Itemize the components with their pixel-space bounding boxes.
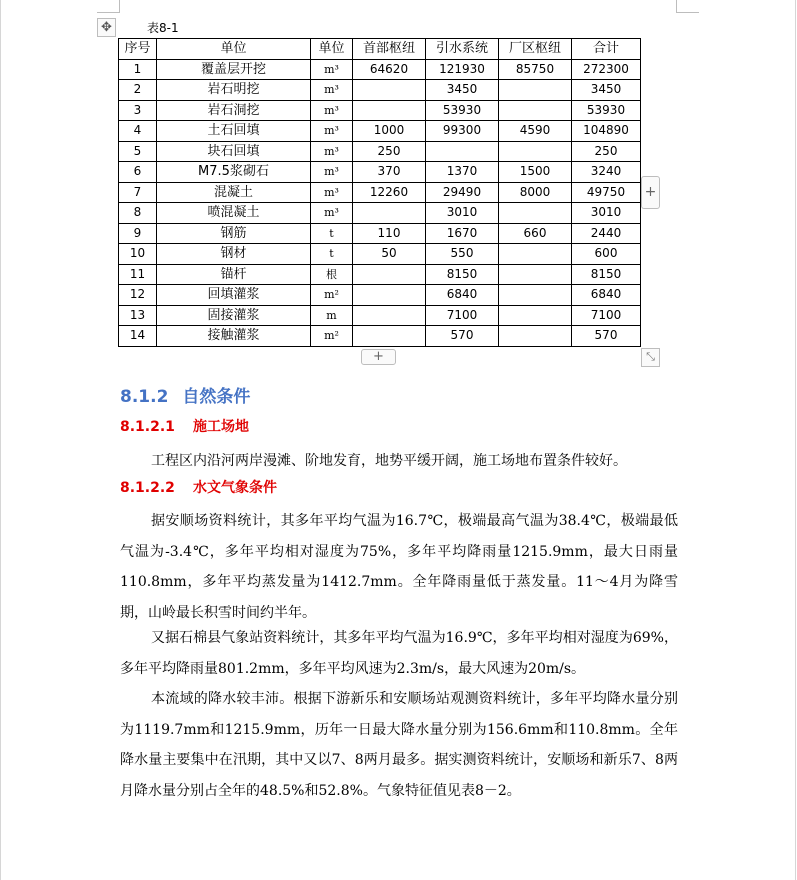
table-cell[interactable] xyxy=(353,264,426,285)
table-row xyxy=(119,59,641,80)
table-cell[interactable] xyxy=(353,80,426,101)
table-cell[interactable]: 1370 xyxy=(426,162,499,183)
table-cell[interactable]: 13 xyxy=(119,305,157,326)
table-cell[interactable]: 6 xyxy=(119,162,157,183)
add-column-button[interactable] xyxy=(641,176,660,209)
table-cell[interactable]: 250 xyxy=(572,141,641,162)
table-cell[interactable]: 岩石洞挖 xyxy=(157,100,311,121)
table-cell[interactable] xyxy=(499,244,572,265)
table-cell[interactable]: 570 xyxy=(572,326,641,347)
table-cell[interactable]: 回填灌浆 xyxy=(157,285,311,306)
table-cell[interactable]: 覆盖层开挖 xyxy=(157,59,311,80)
table-cell[interactable]: 3450 xyxy=(572,80,641,101)
table-cell[interactable]: 9 xyxy=(119,223,157,244)
table-cell[interactable]: 8000 xyxy=(499,182,572,203)
table-cell[interactable]: 根 xyxy=(311,264,353,285)
table-cell[interactable]: 8 xyxy=(119,203,157,224)
table-cell[interactable]: 6840 xyxy=(572,285,641,306)
table-cell[interactable]: 2440 xyxy=(572,223,641,244)
section-title: 自然条件 xyxy=(182,387,251,407)
table-cell[interactable]: m² xyxy=(311,285,353,306)
resize-icon: ⤡ xyxy=(646,350,655,363)
table-cell[interactable] xyxy=(353,305,426,326)
table-cell[interactable]: 2 xyxy=(119,80,157,101)
section-number: 8.1.2 xyxy=(120,387,169,407)
subsection-number: 8.1.2.1 xyxy=(120,419,175,435)
table-cell[interactable]: 110 xyxy=(353,223,426,244)
table-cell[interactable]: 6840 xyxy=(426,285,499,306)
table-cell[interactable] xyxy=(499,100,572,121)
table-cell[interactable]: 250 xyxy=(353,141,426,162)
paragraph-shimian: 又据石棉县气象站资料统计，其多年平均气温为16.9℃，多年平均相对湿度为69%，多年平均降雨量801.2mm，多年平均风速为2.3m/s，最大风速为20m/s。 xyxy=(120,630,678,677)
page-edge-right xyxy=(795,0,796,880)
table-cell[interactable]: 12 xyxy=(119,285,157,306)
table-cell[interactable]: 7 xyxy=(119,182,157,203)
table-cell[interactable]: 5 xyxy=(119,141,157,162)
table-row xyxy=(119,223,641,244)
table-cell[interactable]: 64620 xyxy=(353,59,426,80)
table-cell[interactable] xyxy=(499,264,572,285)
table-cell[interactable] xyxy=(426,141,499,162)
table-cell[interactable]: 喷混凝土 xyxy=(157,203,311,224)
table-cell[interactable]: 85750 xyxy=(499,59,572,80)
table-cell[interactable]: M7.5浆砌石 xyxy=(157,162,311,183)
section-heading xyxy=(120,382,250,407)
table-row xyxy=(119,141,641,162)
table-cell[interactable]: 11 xyxy=(119,264,157,285)
table-cell[interactable] xyxy=(499,141,572,162)
table-cell[interactable]: 3240 xyxy=(572,162,641,183)
table-cell[interactable]: m³ xyxy=(311,100,353,121)
table-row xyxy=(119,162,641,183)
table-cell[interactable]: 3010 xyxy=(572,203,641,224)
table-cell[interactable]: 锚杆 xyxy=(157,264,311,285)
page-edge-left xyxy=(0,0,1,880)
table-row xyxy=(119,80,641,101)
table-cell[interactable] xyxy=(353,100,426,121)
add-row-button[interactable] xyxy=(361,349,396,365)
table-cell[interactable]: t xyxy=(311,244,353,265)
table-cell[interactable]: 8150 xyxy=(572,264,641,285)
paragraph-precipitation: 本流域的降水较丰沛。根据下游新乐和安顺场站观测资料统计，多年平均降水量分别为1119.7mm和1215.9mm，历年一日最大降水量分别为156.6mm和110.8mm。全年降水量主要集中在汛期，其中又以7、8两月最多。据实测资料统计，安顺场和新乐7、8两月降水量分别占全年的48.5%和52.8%。气象特征值见表8－2。 xyxy=(120,691,678,799)
header-cell[interactable]: 首部枢纽 xyxy=(353,39,426,60)
table-cell[interactable]: m³ xyxy=(311,182,353,203)
table-cell[interactable]: 接触灌浆 xyxy=(157,326,311,347)
subsection-heading-site xyxy=(120,416,249,436)
table-row xyxy=(119,100,641,121)
table-cell[interactable]: t xyxy=(311,223,353,244)
table-cell[interactable] xyxy=(353,326,426,347)
header-cell[interactable]: 单位 xyxy=(311,39,353,60)
table-cell[interactable]: 3010 xyxy=(426,203,499,224)
table-header-row xyxy=(119,39,641,60)
header-cell[interactable]: 单位 xyxy=(157,39,311,60)
table-cell[interactable]: 550 xyxy=(426,244,499,265)
table-row xyxy=(119,305,641,326)
table-cell[interactable]: 3450 xyxy=(426,80,499,101)
table-cell[interactable]: 4590 xyxy=(499,121,572,142)
paragraph-site: 工程区内沿河两岸漫滩、阶地发育，地势平缓开阔，施工场地布置条件较好。 xyxy=(151,453,627,469)
table-cell[interactable]: 钢材 xyxy=(157,244,311,265)
table-cell[interactable]: m xyxy=(311,305,353,326)
table-cell[interactable]: m³ xyxy=(311,121,353,142)
table-cell[interactable] xyxy=(499,285,572,306)
table-cell[interactable]: 12260 xyxy=(353,182,426,203)
table-cell[interactable]: 7100 xyxy=(572,305,641,326)
table-cell[interactable]: 53930 xyxy=(426,100,499,121)
subsection-number: 8.1.2.2 xyxy=(120,480,175,496)
table-cell[interactable]: 3 xyxy=(119,100,157,121)
subsection-heading-hydrology xyxy=(120,477,277,497)
table-cell[interactable]: 混凝土 xyxy=(157,182,311,203)
table-row xyxy=(119,203,641,224)
table-cell[interactable]: 土石回填 xyxy=(157,121,311,142)
table-resize-handle[interactable] xyxy=(641,348,660,367)
table-cell[interactable]: 1 xyxy=(119,59,157,80)
table-cell[interactable]: 1670 xyxy=(426,223,499,244)
plus-icon: + xyxy=(373,349,384,364)
table-cell[interactable]: m³ xyxy=(311,203,353,224)
table-cell[interactable]: 121930 xyxy=(426,59,499,80)
table-cell[interactable] xyxy=(353,285,426,306)
table-cell[interactable]: m³ xyxy=(311,59,353,80)
move-icon: ✥ xyxy=(101,20,112,35)
table-cell[interactable]: 固接灌浆 xyxy=(157,305,311,326)
table-cell[interactable]: 570 xyxy=(426,326,499,347)
header-cell[interactable]: 序号 xyxy=(119,39,157,60)
table-cell[interactable]: 块石回填 xyxy=(157,141,311,162)
header-cell[interactable]: 厂区枢纽 xyxy=(499,39,572,60)
table-row xyxy=(119,182,641,203)
table-cell[interactable] xyxy=(499,305,572,326)
table-cell[interactable]: 104890 xyxy=(572,121,641,142)
table-cell[interactable]: m³ xyxy=(311,80,353,101)
table-cell[interactable] xyxy=(499,326,572,347)
table-row xyxy=(119,244,641,265)
quantities-table xyxy=(118,38,641,347)
table-cell[interactable]: 4 xyxy=(119,121,157,142)
table-cell[interactable] xyxy=(353,203,426,224)
table-cell[interactable]: 8150 xyxy=(426,264,499,285)
table-cell[interactable]: 49750 xyxy=(572,182,641,203)
table-cell[interactable]: 钢筋 xyxy=(157,223,311,244)
table-cell[interactable]: 660 xyxy=(499,223,572,244)
table-cell[interactable]: m³ xyxy=(311,162,353,183)
table-row xyxy=(119,326,641,347)
table-cell[interactable] xyxy=(499,80,572,101)
table-move-handle[interactable] xyxy=(97,18,116,37)
table-cell[interactable]: 7100 xyxy=(426,305,499,326)
table-cell[interactable] xyxy=(499,203,572,224)
margin-corner-mark-left xyxy=(97,0,120,13)
plus-icon: + xyxy=(644,184,657,200)
table-cell[interactable]: 370 xyxy=(353,162,426,183)
header-cell[interactable]: 合计 xyxy=(572,39,641,60)
subsection-title: 水文气象条件 xyxy=(193,480,277,496)
table-cell[interactable]: 29490 xyxy=(426,182,499,203)
table-cell[interactable]: 1500 xyxy=(499,162,572,183)
table-cell[interactable]: 53930 xyxy=(572,100,641,121)
subsection-title: 施工场地 xyxy=(193,419,249,435)
table-cell[interactable]: 14 xyxy=(119,326,157,347)
margin-corner-mark-right xyxy=(676,0,699,13)
table-cell[interactable]: m² xyxy=(311,326,353,347)
table-row xyxy=(119,264,641,285)
table-cell[interactable]: 10 xyxy=(119,244,157,265)
table-cell[interactable]: 600 xyxy=(572,244,641,265)
header-cell[interactable]: 引水系统 xyxy=(426,39,499,60)
paragraph-anshunchang: 据安顺场资料统计，其多年平均气温为16.7℃，极端最高气温为38.4℃，极端最低气温为-3.4℃，多年平均相对湿度为75%，多年平均降雨量1215.9mm，最大日雨量110.8mm，多年平均蒸发量为1412.7mm。全年降雨量低于蒸发量。11～4月为降雪期，山岭最长积雪时间约半年。 xyxy=(120,513,678,621)
table-cell[interactable]: 99300 xyxy=(426,121,499,142)
table-row xyxy=(119,285,641,306)
table-caption: 表8-1 xyxy=(147,21,179,35)
table-cell[interactable]: m³ xyxy=(311,141,353,162)
table-cell[interactable]: 272300 xyxy=(572,59,641,80)
table-row xyxy=(119,121,641,142)
table-cell[interactable]: 岩石明挖 xyxy=(157,80,311,101)
table-cell[interactable]: 50 xyxy=(353,244,426,265)
table-cell[interactable]: 1000 xyxy=(353,121,426,142)
